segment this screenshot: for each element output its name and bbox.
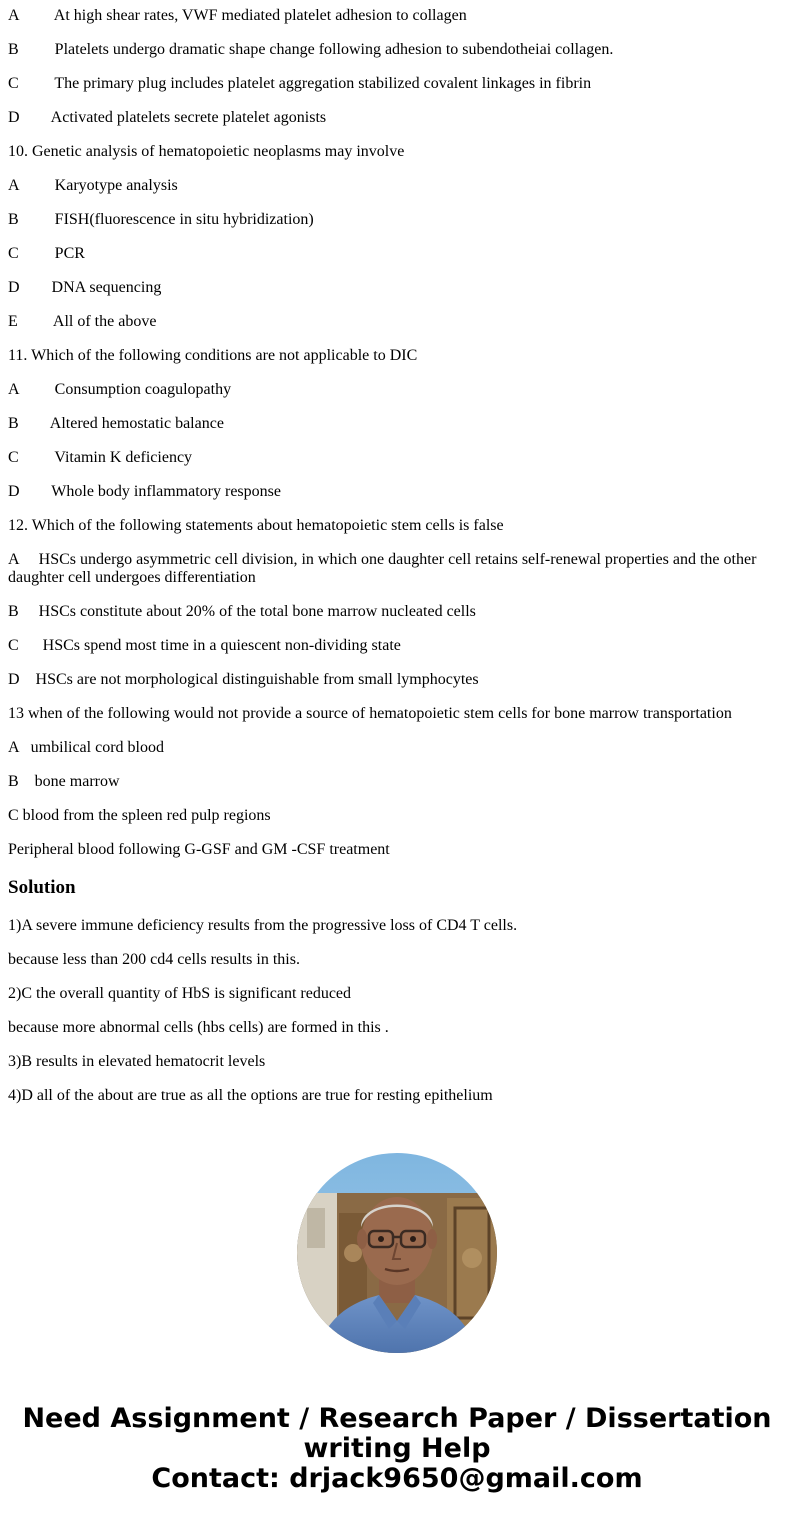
solution-line-2: because less than 200 cd4 cells results in this.: [8, 951, 300, 968]
promo-line-2: writing Help: [303, 1433, 491, 1464]
promo-banner: [0, 1404, 794, 1494]
q10-option-d: D DNA sequencing: [8, 279, 162, 296]
q12-title: 12. Which of the following statements about hematopoietic stem cells is false: [8, 517, 504, 534]
q11-option-d: D Whole body inflammatory response: [8, 483, 281, 500]
q9-option-b: B Platelets undergo dramatic shape change following adhesion to subendotheiai collagen.: [8, 41, 614, 58]
author-portrait-icon: [297, 1153, 497, 1353]
q13-title: 13 when of the following would not provide a source of hematopoietic stem cells for bone marrow transportation: [8, 705, 732, 722]
solution-line-4: because more abnormal cells (hbs cells) are formed in this .: [8, 1019, 389, 1036]
q11-option-a: A Consumption coagulopathy: [8, 381, 232, 398]
q10-option-a: A Karyotype analysis: [8, 177, 178, 194]
q9-option-d: D Activated platelets secrete platelet agonists: [8, 109, 327, 126]
q10-option-b: B FISH(fluorescence in situ hybridization): [8, 211, 314, 228]
q12-option-d: D HSCs are not morphological distinguishable from small lymphocytes: [8, 671, 479, 688]
q10-option-e: E All of the above: [8, 313, 157, 330]
author-avatar: [297, 1153, 497, 1353]
solution-line-1: 1)A severe immune deficiency results from the progressive loss of CD4 T cells.: [8, 917, 518, 934]
solution-heading: Solution: [8, 877, 76, 898]
q12-option-b: B HSCs constitute about 20% of the total bone marrow nucleated cells: [8, 603, 476, 620]
q13-option-c: C blood from the spleen red pulp regions: [8, 807, 271, 824]
q11-option-c: C Vitamin K deficiency: [8, 449, 193, 466]
q12-option-a: A HSCs undergo asymmetric cell division, in which one daughter cell retains self-renewal properties and the other daughter cell undergoes differentiation: [8, 551, 761, 586]
q10-option-c: C PCR: [8, 245, 85, 262]
promo-contact: Contact: drjack9650@gmail.com: [151, 1463, 643, 1494]
q9-option-a: A At high shear rates, VWF mediated platelet adhesion to collagen: [8, 7, 467, 24]
q10-title: 10. Genetic analysis of hematopoietic neoplasms may involve: [8, 143, 405, 160]
q13-option-a: A umbilical cord blood: [8, 739, 164, 756]
q12-option-c: C HSCs spend most time in a quiescent non-dividing state: [8, 637, 401, 654]
document-body: [8, 0, 778, 1121]
q11-option-b: B Altered hemostatic balance: [8, 415, 224, 432]
solution-line-5: 3)B results in elevated hematocrit levels: [8, 1053, 266, 1070]
solution-line-3: 2)C the overall quantity of HbS is significant reduced: [8, 985, 352, 1002]
solution-line-6: 4)D all of the about are true as all the options are true for resting epithelium: [8, 1087, 493, 1104]
q9-option-c: C The primary plug includes platelet aggregation stabilized covalent linkages in fibrin: [8, 75, 592, 92]
q13-option-d: Peripheral blood following G-GSF and GM -CSF treatment: [8, 841, 390, 858]
q11-title: 11. Which of the following conditions are not applicable to DIC: [8, 347, 418, 364]
q13-option-b: B bone marrow: [8, 773, 120, 790]
promo-line-1: Need Assignment / Research Paper / Dissertation: [22, 1403, 772, 1434]
